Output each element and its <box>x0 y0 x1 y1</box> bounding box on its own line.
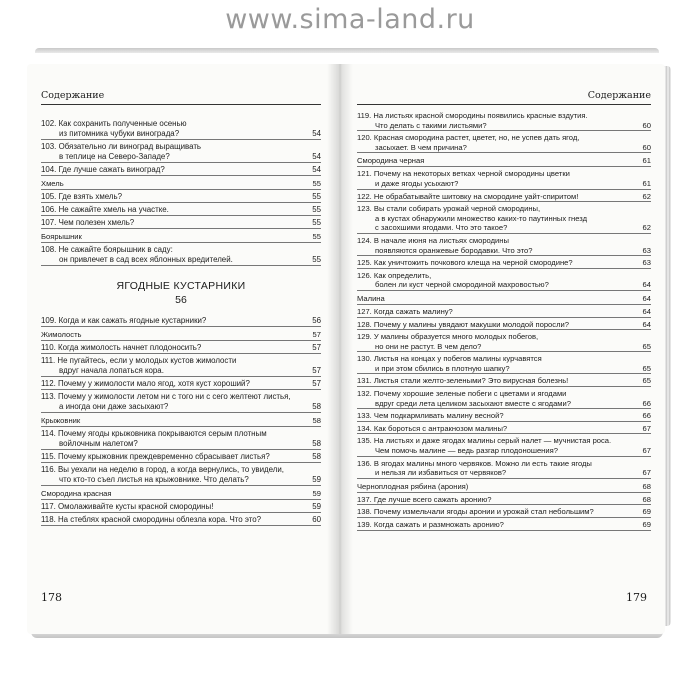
toc-section-title: Черноплодная рябина (арония) <box>357 481 469 491</box>
toc-page-number: 65 <box>642 376 651 386</box>
toc-page-number: 66 <box>642 398 651 408</box>
toc-entry-line: и даже ягоды усыхают? <box>375 178 459 188</box>
toc-entry-text: Обязательно ли виноград выращивать <box>58 142 202 151</box>
toc-entry <box>41 343 321 354</box>
toc-page-number: 57 <box>312 366 321 375</box>
toc-entry <box>41 465 321 486</box>
toc-entry <box>41 515 321 526</box>
toc-page-number: 69 <box>642 520 651 529</box>
toc-entry-number: 102. <box>41 119 57 128</box>
toc-entry <box>41 142 321 163</box>
toc-entry-number: 129. <box>357 332 372 342</box>
left-running-head: Содержание <box>41 90 321 105</box>
toc-entry-number: 134. <box>357 423 372 433</box>
toc-entry-text: Не сажайте боярышник в саду: <box>58 245 173 254</box>
toc-page-number: 55 <box>312 232 321 241</box>
toc-entry-line <box>357 436 635 446</box>
toc-entry-line <box>357 192 635 202</box>
toc-page-number: 57 <box>312 330 321 339</box>
toc-entry-line: болен ли куст черной смородиной махровостью? <box>375 280 549 290</box>
toc-entry-line <box>41 218 305 228</box>
book-top-edge <box>35 48 659 53</box>
toc-entry-line: и при этом сбились в плотную шапку? <box>375 363 510 373</box>
right-toc <box>357 111 651 531</box>
toc-entry <box>41 429 321 450</box>
toc-page-number: 55 <box>312 179 321 188</box>
toc-entry-text: На листьях и даже ягодах малины серый налет — мучнистая роса. <box>373 436 612 446</box>
toc-entry-text: Почему крыжовник преждевременно сбрасывает листья? <box>57 452 270 461</box>
toc-section-title: Жимолость <box>41 330 82 339</box>
toc-entry-line <box>357 389 635 399</box>
toc-page-number: 58 <box>312 402 321 411</box>
toc-entry-number: 130. <box>357 354 372 364</box>
toc-entry-number: 116. <box>41 465 56 474</box>
toc-page-number: 65 <box>642 363 651 373</box>
toc-section-title: Хмель <box>41 179 64 188</box>
toc-page-number: 60 <box>642 120 651 130</box>
toc-entry <box>357 520 651 531</box>
toc-entry <box>41 379 321 390</box>
toc-entry <box>357 258 651 269</box>
toc-entry-text: Когда жимолость начнет плодоносить? <box>57 343 202 352</box>
toc-entry-text: В ягодах малины много червяков. Можно ли есть такие ягоды <box>373 458 592 468</box>
toc-section <box>357 482 651 493</box>
toc-entry-number: 123. <box>357 204 372 214</box>
toc-entry-text: Вы стали собирать урожай черной смородины, <box>373 204 541 214</box>
toc-entry-line <box>41 356 305 366</box>
toc-entry-text: Как бороться с антракнозом малины? <box>373 423 508 433</box>
toc-entry-line <box>41 502 305 512</box>
toc-page-number: 55 <box>312 205 321 214</box>
toc-entry <box>41 452 321 463</box>
toc-section-title: Смородина черная <box>357 156 425 166</box>
toc-entry-number: 105. <box>41 192 57 201</box>
toc-entry <box>357 133 651 153</box>
toc-entry <box>357 320 651 331</box>
toc-entry-line <box>357 111 635 121</box>
toc-page-number: 67 <box>642 423 651 433</box>
toc-entry-line <box>41 392 305 402</box>
toc-entry-line <box>357 424 635 434</box>
toc-entry-line <box>41 465 305 475</box>
toc-section <box>357 294 651 305</box>
toc-page-number: 56 <box>312 316 321 325</box>
toc-entry-number: 115. <box>41 452 56 461</box>
toc-entry-text: Где взять хмель? <box>58 192 123 201</box>
toc-entry-number: 127. <box>357 306 372 316</box>
toc-entry-text: Где лучше всего сажать аронию? <box>373 494 492 504</box>
toc-entry-line <box>357 507 635 517</box>
toc-entry <box>357 354 651 374</box>
toc-page-number: 60 <box>642 142 651 152</box>
toc-entry-number: 139. <box>357 520 372 529</box>
toc-page-number: 58 <box>312 416 321 425</box>
toc-section <box>41 489 321 500</box>
toc-entry-number: 131. <box>357 376 372 386</box>
toc-page-number: 63 <box>642 245 651 255</box>
toc-entry <box>357 169 651 189</box>
book-gutter-shadow <box>327 64 353 634</box>
toc-entry-line <box>41 192 305 202</box>
toc-entry-text: Когда сажать малину? <box>373 306 453 316</box>
toc-entry <box>357 459 651 479</box>
toc-entry-text: У малины образуется много молодых побегов, <box>373 332 539 342</box>
toc-entry-text: Как сохранить полученные осенью <box>58 119 187 128</box>
toc-page-number: 59 <box>312 502 321 511</box>
toc-entry <box>41 245 321 266</box>
toc-entry-number: 104. <box>41 165 57 174</box>
toc-entry-text: Когда сажать и размножать аронию? <box>373 520 504 529</box>
toc-page-number: 59 <box>312 489 321 498</box>
toc-entry <box>357 192 651 203</box>
toc-entry-number: 136. <box>357 458 372 468</box>
toc-entry-text: Омолаживайте кусты красной смородины! <box>57 502 214 511</box>
toc-entry-line <box>357 495 635 505</box>
toc-page-number: 55 <box>312 218 321 227</box>
toc-entry-text: Не обрабатывайте шитовку на смородине уайт-спиритом! <box>373 191 579 201</box>
toc-entry <box>41 119 321 140</box>
toc-entry-text: Почему ягоды крыжовника покрываются серым плотным <box>57 429 267 438</box>
toc-entry-number: 121. <box>357 169 372 179</box>
toc-section-title: Малина <box>357 293 385 303</box>
toc-entry-line: он привлечет в сад всех яблонных вредителей. <box>59 255 233 264</box>
toc-entry-number: 113. <box>41 392 56 401</box>
toc-entry-line <box>41 316 305 326</box>
toc-section <box>357 156 651 167</box>
toc-entry-line: но они не растут. В чем дело? <box>375 341 482 351</box>
toc-section <box>41 232 321 243</box>
toc-entry <box>357 424 651 435</box>
toc-page-number: 61 <box>642 156 651 166</box>
toc-entry-number: 126. <box>357 270 372 280</box>
toc-entry-line: из питомника чубуки винограда? <box>59 129 180 138</box>
toc-entry <box>41 392 321 413</box>
watermark-text: www.sima-land.ru <box>225 4 475 35</box>
toc-entry-line <box>357 354 635 364</box>
toc-entry-line: Что делать с такими листьями? <box>375 120 487 130</box>
toc-entry-line: засыхает. В чем причина? <box>375 142 467 152</box>
toc-page-number: 55 <box>312 255 321 264</box>
toc-entry-number: 124. <box>357 235 372 245</box>
toc-entry-number: 107. <box>41 218 57 227</box>
toc-entry-text: Где лучше сажать виноград? <box>58 165 165 174</box>
toc-page-number: 54 <box>312 152 321 161</box>
left-toc-after <box>41 316 321 526</box>
toc-entry-number: 135. <box>357 436 372 446</box>
toc-entry-number: 128. <box>357 319 372 329</box>
toc-section <box>41 330 321 341</box>
toc-page-number: 58 <box>312 452 321 461</box>
toc-entry-text: Когда и как сажать ягодные кустарники? <box>58 316 207 325</box>
toc-entry <box>357 376 651 387</box>
toc-entry-line <box>41 452 305 462</box>
toc-entry-number: 110. <box>41 343 56 352</box>
toc-section-title: Крыжовник <box>41 416 81 425</box>
toc-entry-text: Как уничтожить почкового клеща на черной смородине? <box>373 258 573 268</box>
toc-page-number: 64 <box>642 293 651 303</box>
toc-entry-text: Листья стали желто-зелеными? Это вирусная болезнь! <box>373 376 569 386</box>
toc-page-number: 68 <box>642 494 651 504</box>
toc-entry <box>357 236 651 256</box>
toc-page-number: 68 <box>642 481 651 491</box>
toc-entry-number: 133. <box>357 411 372 421</box>
left-toc-before <box>41 119 321 266</box>
toc-entry-number: 118. <box>41 515 56 524</box>
toc-entry-line <box>41 119 305 129</box>
toc-entry <box>41 205 321 216</box>
toc-entry-line <box>41 245 305 255</box>
toc-entry-line <box>41 429 305 439</box>
left-folio: 178 <box>41 591 62 604</box>
toc-entry-line <box>357 376 635 386</box>
toc-entry-number: 137. <box>357 494 372 504</box>
toc-entry-line <box>357 459 635 469</box>
toc-entry-text: Чем полезен хмель? <box>58 218 135 227</box>
right-running-head: Содержание <box>357 90 651 105</box>
toc-page-number: 62 <box>642 191 651 201</box>
toc-entry-line <box>357 520 635 530</box>
toc-entry-text: Красная смородина растет, цветет, но, не успев дать ягод, <box>373 133 580 143</box>
toc-entry-number: 114. <box>41 429 56 438</box>
toc-entry-text: Почему у жимолости мало ягод, хотя куст хороший? <box>57 379 250 388</box>
toc-entry-line <box>41 515 305 525</box>
toc-entry <box>41 316 321 327</box>
toc-page-number: 58 <box>312 439 321 448</box>
toc-page-number: 69 <box>642 507 651 517</box>
toc-entry-line: войлочным налетом? <box>59 439 138 448</box>
toc-entry-number: 117. <box>41 502 56 511</box>
toc-page-number: 61 <box>642 178 651 188</box>
toc-entry-number: 108. <box>41 245 57 254</box>
toc-entry-line: в теплице на Северо-Западе? <box>59 152 170 161</box>
toc-entry-line: вдруг среди лета целиком засыхают вместе с ягодами? <box>375 398 571 408</box>
toc-entry-text: Почему у малины увядают макушки молодой поросли? <box>373 319 569 329</box>
toc-entry-line: появляются оранжевые бородавки. Что это? <box>375 245 533 255</box>
toc-entry-line <box>357 307 635 317</box>
toc-page-number: 54 <box>312 165 321 174</box>
toc-entry <box>41 218 321 229</box>
toc-entry <box>357 204 651 234</box>
right-page <box>339 64 665 634</box>
toc-entry <box>357 411 651 422</box>
toc-entry-line <box>357 236 635 246</box>
toc-entry <box>41 502 321 513</box>
toc-page-number: 65 <box>642 341 651 351</box>
toc-entry-line <box>357 332 635 342</box>
toc-entry-line <box>357 133 635 143</box>
toc-entry <box>41 356 321 377</box>
toc-page-number: 63 <box>642 258 651 268</box>
toc-entry <box>357 436 651 456</box>
toc-entry-number: 103. <box>41 142 57 151</box>
toc-page-number: 67 <box>642 468 651 478</box>
toc-entry-line <box>357 204 635 214</box>
toc-section-title: Боярышник <box>41 232 82 241</box>
toc-page-number: 59 <box>312 475 321 484</box>
toc-entry <box>357 389 651 409</box>
toc-entry-line: вдруг начала лопаться кора. <box>59 366 164 375</box>
toc-section <box>41 179 321 190</box>
toc-entry-text: На листьях красной смородины появились красные вздутия. <box>373 111 588 120</box>
toc-entry-number: 125. <box>357 258 372 268</box>
toc-entry-text: Не пугайтесь, если у молодых кустов жимолости <box>57 356 237 365</box>
toc-entry-line <box>41 165 305 175</box>
toc-entry-number: 122. <box>357 191 372 201</box>
toc-entry <box>357 271 651 291</box>
toc-entry <box>41 192 321 203</box>
toc-entry-number: 132. <box>357 389 372 399</box>
chapter-title: ЯГОДНЫЕ КУСТАРНИКИ <box>116 280 246 292</box>
toc-entry-line <box>41 379 305 389</box>
toc-entry-text: Почему хорошие зеленые побеги с цветами и ягодами <box>373 389 567 399</box>
toc-entry-line <box>41 205 305 215</box>
toc-entry-text: Почему на некоторых ветках черной смородины цветки <box>373 169 570 179</box>
toc-entry-line <box>41 343 305 353</box>
toc-entry <box>41 165 321 176</box>
toc-entry-text: В начале июня на листьях смородины <box>373 235 509 245</box>
toc-entry-text: Вы уехали на неделю в город, а когда вернулись, то увидели, <box>57 465 284 474</box>
toc-entry-line: и нельзя ли избавиться от червяков? <box>375 468 507 478</box>
toc-entry <box>357 111 651 131</box>
chapter-page-number: 56 <box>175 294 187 306</box>
toc-entry-line <box>357 258 635 268</box>
toc-entry <box>357 307 651 318</box>
toc-entry-text: Не сажайте хмель на участке. <box>58 205 169 214</box>
toc-page-number: 67 <box>642 446 651 456</box>
toc-page-number: 60 <box>312 515 321 524</box>
toc-entry-line: что кто-то съел листья на крыжовнике. Что делать? <box>59 475 249 484</box>
toc-entry-line: а в кустах обнаружили множество каких-то паутинных гнезд <box>375 213 588 223</box>
toc-entry-line: с засохшими ягодами. Что это такое? <box>375 223 508 233</box>
toc-entry-number: 120. <box>357 133 372 143</box>
toc-page-number: 57 <box>312 343 321 352</box>
toc-section-title: Смородина красная <box>41 489 112 498</box>
toc-entry-text: Почему измельчали ягоды аронии и урожай стал небольшим? <box>373 507 594 517</box>
toc-entry-line: а иногда они даже засыхают? <box>59 402 169 411</box>
toc-entry-line <box>357 320 635 330</box>
toc-entry-number: 109. <box>41 316 57 325</box>
toc-entry <box>357 495 651 506</box>
toc-page-number: 64 <box>642 306 651 316</box>
toc-entry-line <box>357 169 635 179</box>
toc-entry-line: Чем помочь малине — ведь разгар плодоношения? <box>375 446 558 456</box>
toc-page-number: 66 <box>642 411 651 421</box>
left-page <box>27 64 339 634</box>
toc-page-number: 55 <box>312 192 321 201</box>
toc-entry-text: Почему у жимолости летом ни с того ни с сего желтеют листья, <box>57 392 291 401</box>
toc-page-number: 64 <box>642 319 651 329</box>
toc-page-number: 54 <box>312 129 321 138</box>
toc-page-number: 64 <box>642 280 651 290</box>
toc-entry-text: На стеблях красной смородины облезла кора. Что это? <box>57 515 262 524</box>
toc-entry-text: Чем подкармливать малину весной? <box>373 411 504 421</box>
toc-entry-number: 138. <box>357 507 372 517</box>
toc-entry-number: 112. <box>41 379 56 388</box>
toc-page-number: 62 <box>642 223 651 233</box>
toc-entry <box>357 332 651 352</box>
toc-entry <box>357 507 651 518</box>
toc-section <box>41 416 321 427</box>
toc-entry-line <box>357 411 635 421</box>
toc-entry-line <box>41 142 305 152</box>
toc-entry-text: Листья на концах у побегов малины курчавятся <box>373 354 542 364</box>
toc-entry-number: 106. <box>41 205 57 214</box>
toc-entry-text: Как определить, <box>373 270 432 280</box>
toc-entry-line <box>357 271 635 281</box>
open-book <box>27 48 667 634</box>
right-folio: 179 <box>626 591 647 604</box>
toc-page-number: 57 <box>312 379 321 388</box>
toc-entry-number: 111. <box>41 356 56 365</box>
toc-entry-number: 119. <box>357 111 372 120</box>
